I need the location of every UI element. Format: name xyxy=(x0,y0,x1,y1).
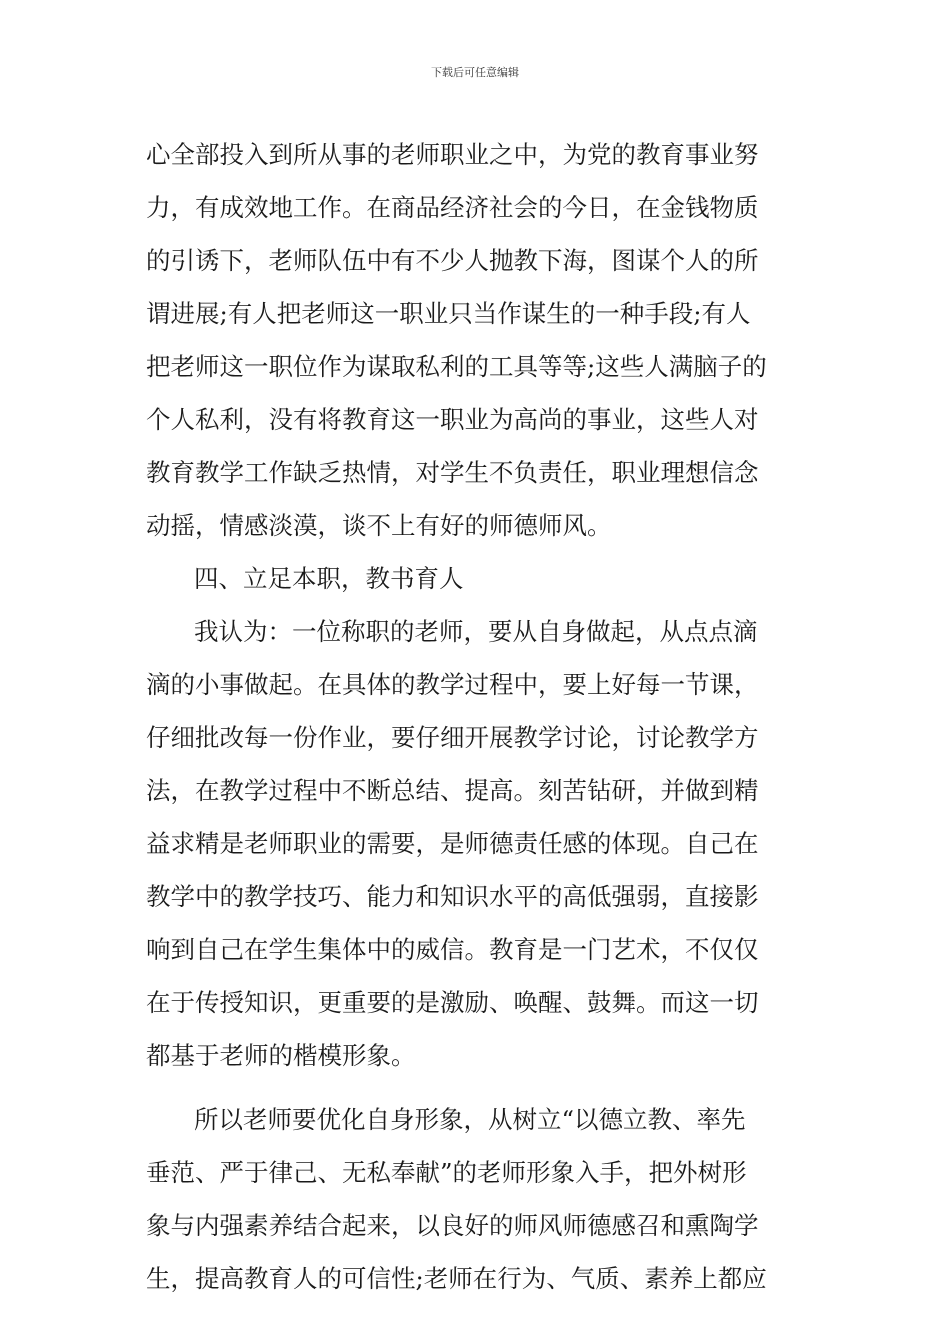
text-line: 响到自己在学生集体中的威信。教育是一门艺术，不仅仅 xyxy=(146,935,759,964)
text-line: 象与内强素养结合起来，以良好的师风师德感召和熏陶学 xyxy=(146,1211,759,1240)
text-line: 谓进展;有人把老师这一职业只当作谋生的一种手段;有人 xyxy=(146,299,751,328)
text-line: 法，在教学过程中不断总结、提高。刻苦钻研，并做到精 xyxy=(146,776,759,805)
text-line: 个人私利，没有将教育这一职业为高尚的事业，这些人对 xyxy=(146,405,759,434)
section-heading: 四、立足本职，教书育人 xyxy=(194,564,464,593)
paragraph-gap xyxy=(146,1082,808,1093)
text-line: 益求精是老师职业的需要，是师德责任感的体现。自己在 xyxy=(146,829,759,858)
text-line: 垂范、严于律己、无私奉献”的老师形象入手，把外树形 xyxy=(146,1158,747,1187)
text-line: 心全部投入到所从事的老师职业之中，为党的教育事业努 xyxy=(146,140,759,169)
text-line: 教育教学工作缺乏热情，对学生不负责任，职业理想信念 xyxy=(146,458,759,487)
text-line: 把老师这一职位作为谋取私利的工具等等;这些人满脑子的 xyxy=(146,352,767,381)
text-line: 动摇，情感淡漠，谈不上有好的师德师风。 xyxy=(146,511,612,540)
text-line: 力，有成效地工作。在商品经济社会的今日，在金钱物质 xyxy=(146,193,759,222)
text-line: 我认为：一位称职的老师，要从自身做起，从点点滴 xyxy=(194,617,758,646)
document-body xyxy=(146,128,808,1305)
text-line: 教学中的教学技巧、能力和知识水平的高低强弱，直接影 xyxy=(146,882,759,911)
text-line: 的引诱下，老师队伍中有不少人抛教下海，图谋个人的所 xyxy=(146,246,759,275)
text-line: 滴的小事做起。在具体的教学过程中，要上好每一节课， xyxy=(146,670,759,699)
text-line: 所以老师要优化自身形象，从树立“以德立教、率先 xyxy=(194,1105,746,1134)
page-header: 下载后可任意编辑 xyxy=(431,66,519,79)
text-line: 在于传授知识，更重要的是激励、唤醒、鼓舞。而这一切 xyxy=(146,988,759,1017)
text-line: 生，提高教育人的可信性;老师在行为、气质、素养上都应 xyxy=(146,1264,767,1293)
text-line: 仔细批改每一份作业，要仔细开展教学讨论，讨论教学方 xyxy=(146,723,759,752)
text-line: 都基于老师的楷模形象。 xyxy=(146,1041,416,1070)
